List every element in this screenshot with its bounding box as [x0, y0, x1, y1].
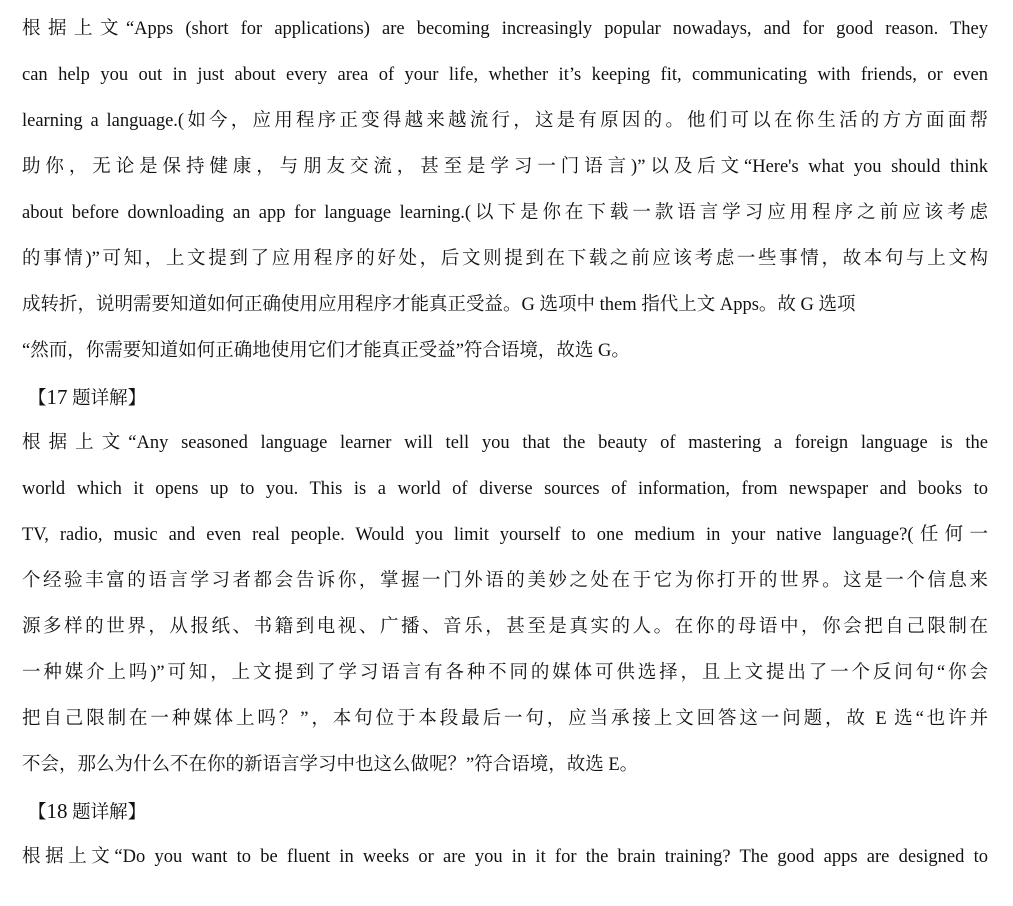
text-line: world which it opens up to you. This is a world of diverse sources of information, from newspaper and books to [22, 479, 988, 499]
question-number: 18 [46, 799, 68, 823]
text-line: 根据上文“Apps (short for applications) are becoming increasingly popular nowadays, and for good reason. They [22, 19, 988, 39]
explanation-18 [22, 834, 988, 880]
bracket-close: 】 [127, 803, 147, 823]
text-line: can help you out in just about every area of your life, whether it’s keeping fit, communicating with friends, or even [22, 65, 988, 85]
explanation-17 [22, 420, 988, 788]
text-line: 根据上文“Do you want to be fluent in weeks or are you in it for the brain training? The good apps are designed to [22, 847, 988, 867]
question-17-heading [22, 374, 988, 420]
explanation-16 [22, 6, 988, 374]
text-line: TV, radio, music and even real people. Would you limit yourself to one medium in your native language?(任何一 [22, 525, 988, 545]
text-line: 根据上文“Any seasoned language learner will tell you that the beauty of mastering a foreign language is the [22, 433, 988, 453]
text-line: 源多样的世界，从报纸、书籍到电视、广播、音乐，甚至是真实的人。在你的母语中，你会把自己限制在 [22, 617, 988, 637]
question-number: 17 [46, 385, 68, 409]
question-18-heading [22, 788, 988, 834]
text-line: 个经验丰富的语言学习者都会告诉你，掌握一门外语的美妙之处在于它为你打开的世界。这是一个信息来 [22, 571, 988, 591]
text-line: 把自己限制在一种媒体上吗？”，本句位于本段最后一句，应当承接上文回答这一问题，故 E 选“也许并 [22, 709, 988, 729]
text-line: 一种媒介上吗)”可知，上文提到了学习语言有各种不同的媒体可供选择，且上文提出了一个反问句“你会 [22, 663, 988, 683]
text-line: 助你，无论是保持健康，与朋友交流，甚至是学习一门语言)”以及后文“Here's what you should think [22, 157, 988, 177]
text-line: “然而，你需要知道如何正确地使用它们才能真正受益”符合语境，故选 G。 [22, 341, 630, 361]
document-page [22, 6, 988, 880]
text-line: learning a language.(如今，应用程序正变得越来越流行，这是有原因的。他们可以在你生活的方方面面帮 [22, 111, 988, 131]
text-line: 成转折，说明需要知道如何正确使用应用程序才能真正受益。G 选项中 them 指代上文 Apps。故 G 选项 [22, 295, 856, 315]
heading-text: 题详解 [67, 803, 128, 823]
bracket-open: 【 [28, 389, 47, 409]
heading-text: 题详解 [67, 389, 128, 409]
text-line: 不会，那么为什么不在你的新语言学习中也这么做呢？”符合语境，故选 E。 [22, 755, 639, 775]
text-line: about before downloading an app for language learning.(以下是你在下载一款语言学习应用程序之前应该考虑 [22, 203, 988, 223]
text-line: 的事情)”可知，上文提到了应用程序的好处，后文则提到在下载之前应该考虑一些事情，故本句与上文构 [22, 249, 988, 269]
bracket-close: 】 [127, 389, 147, 409]
bracket-open: 【 [28, 803, 47, 823]
